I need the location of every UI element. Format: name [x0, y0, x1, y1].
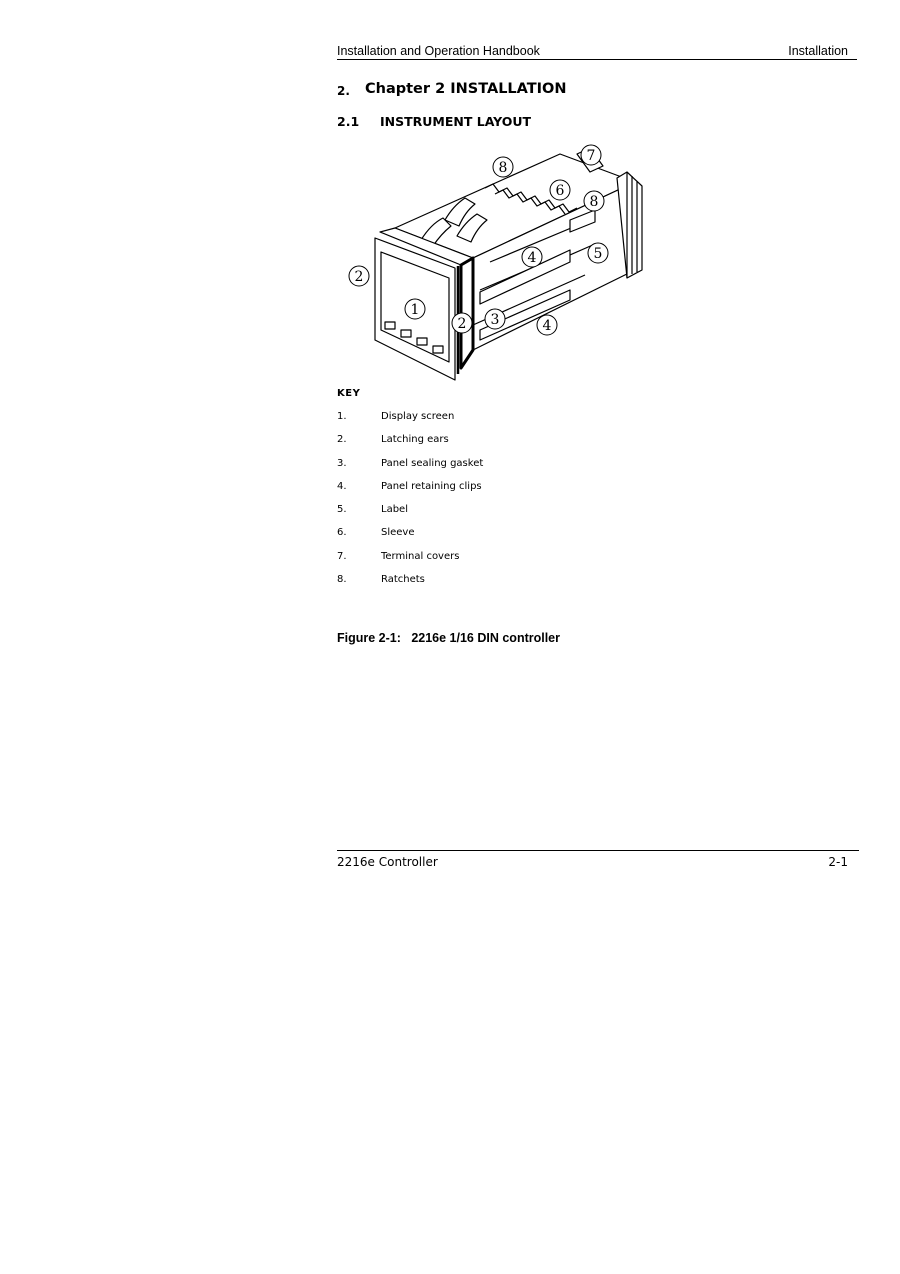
header-title: Installation and Operation Handbook	[337, 44, 540, 58]
key-item-label: Panel retaining clips	[381, 481, 482, 492]
page-number: 2-1	[828, 855, 848, 869]
key-item-label: Display screen	[381, 411, 455, 422]
key-item-label: Panel sealing gasket	[381, 458, 484, 469]
svg-text:1: 1	[410, 302, 420, 318]
section-number: 2.1	[337, 114, 360, 129]
svg-text:7: 7	[586, 148, 596, 164]
section-title: INSTRUMENT LAYOUT	[380, 114, 532, 129]
footer-rule	[337, 850, 859, 851]
key-item-label: Label	[381, 504, 408, 515]
svg-text:4: 4	[542, 318, 552, 334]
svg-text:8: 8	[498, 160, 508, 176]
key-item-label: Ratchets	[381, 574, 425, 585]
svg-text:5: 5	[593, 246, 603, 262]
header-section: Installation	[788, 44, 848, 58]
svg-text:2: 2	[457, 316, 467, 332]
key-item-number: 6.	[337, 527, 347, 538]
footer-product: 2216e Controller	[337, 855, 438, 869]
key-item-number: 2.	[337, 434, 347, 445]
svg-text:2: 2	[354, 269, 364, 285]
svg-text:8: 8	[589, 194, 599, 210]
svg-text:3: 3	[490, 312, 500, 328]
key-item-number: 7.	[337, 551, 347, 562]
key-item-label: Sleeve	[381, 527, 415, 538]
key-item-label: Terminal covers	[381, 551, 460, 562]
header-rule	[337, 59, 857, 60]
svg-text:4: 4	[527, 250, 537, 266]
instrument-layout-drawing	[345, 140, 650, 385]
key-item-number: 3.	[337, 458, 347, 469]
key-item-number: 1.	[337, 411, 347, 422]
svg-text:6: 6	[555, 183, 565, 199]
chapter-number: 2.	[337, 84, 350, 98]
key-item-number: 5.	[337, 504, 347, 515]
chapter-title: Chapter 2 INSTALLATION	[365, 81, 567, 97]
key-heading: KEY	[337, 388, 361, 399]
key-item-number: 4.	[337, 481, 347, 492]
key-item-label: Latching ears	[381, 434, 449, 445]
figure-caption: Figure 2-1: 2216e 1/16 DIN controller	[337, 631, 560, 645]
key-item-number: 8.	[337, 574, 347, 585]
